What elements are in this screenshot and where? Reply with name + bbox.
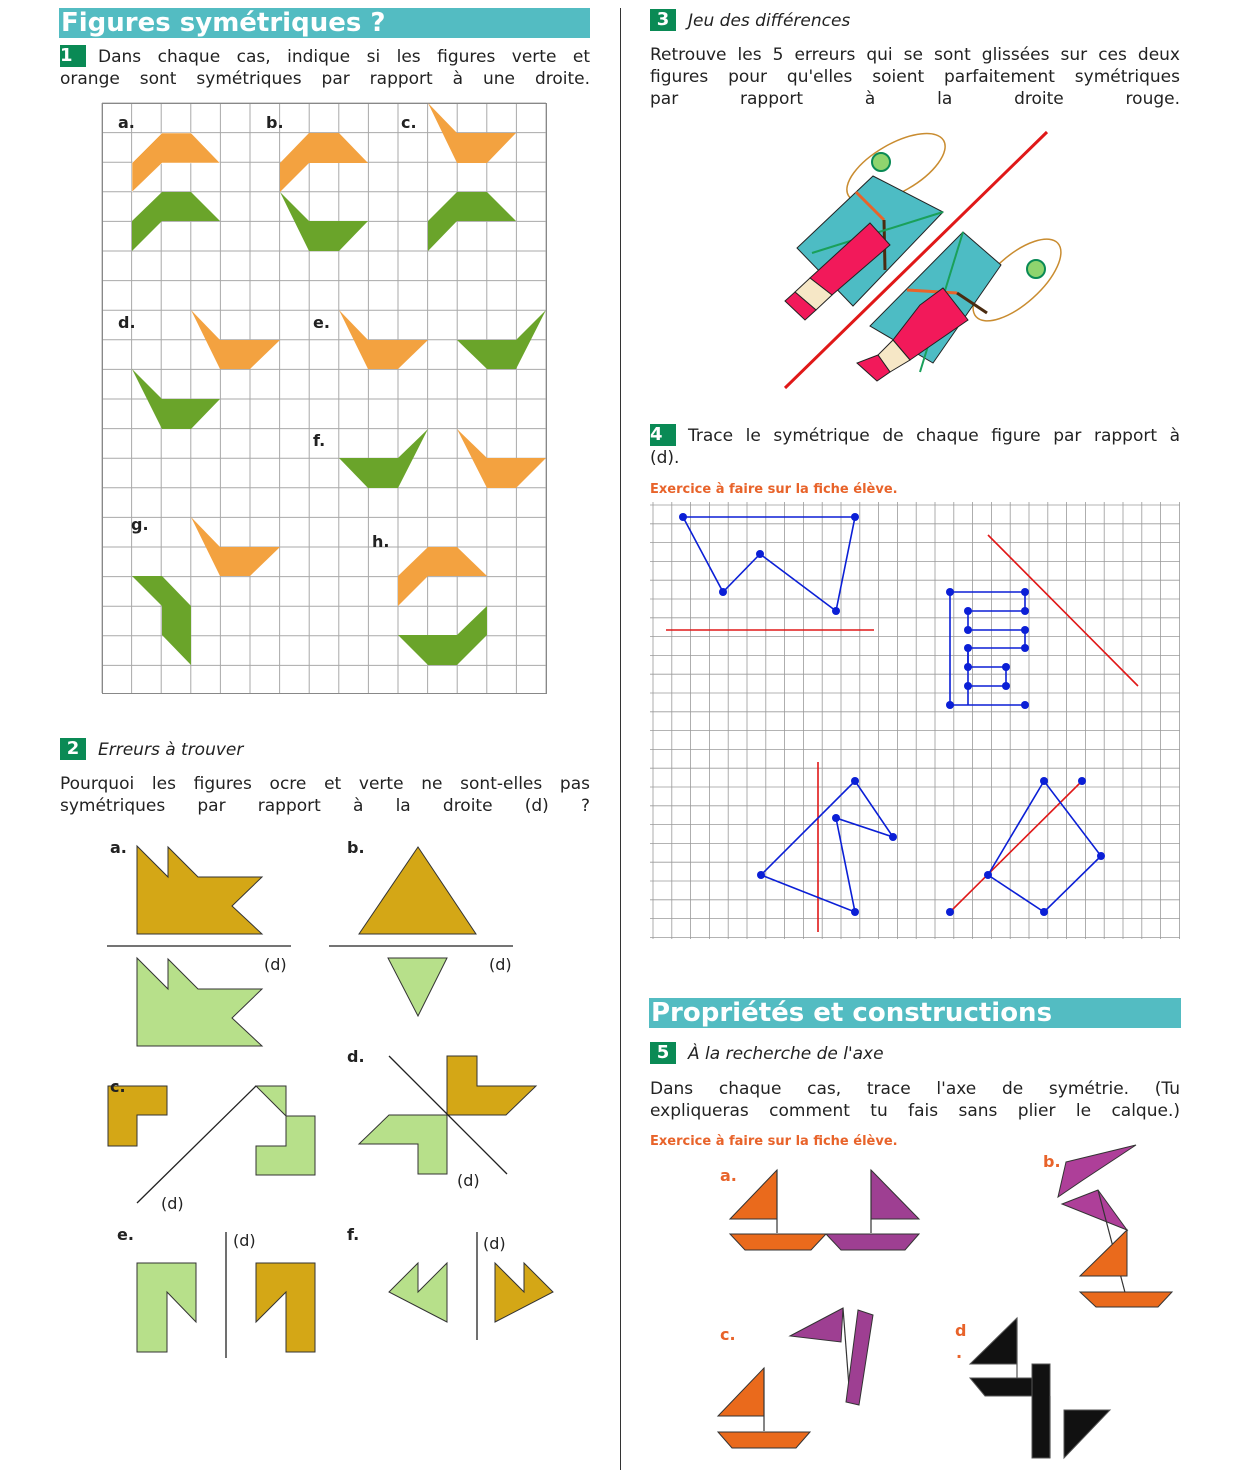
ex2-label-a: a. [110, 838, 127, 857]
ex2-axis-label-d: (d) [457, 1171, 480, 1190]
exercise-3-number: 3 [650, 9, 676, 31]
exercise-3-heading: 3 Jeu des différences [650, 9, 850, 32]
ex5-label-b: b. [1043, 1152, 1061, 1171]
exercise-5-figures [700, 1140, 1180, 1470]
ex5-label-d: d [955, 1321, 967, 1340]
figure-a-orange [132, 133, 220, 192]
ex2-label-b: b. [347, 838, 365, 857]
figure-b-orange [280, 133, 368, 192]
ex1-label-d: d. [118, 313, 136, 332]
exercise-5-instructions: Dans chaque cas, trace l'axe de symétrie. (Tu expliqueras comment tu fais sans plier le calque.) [650, 1079, 1180, 1121]
exercise-2-figures [0, 830, 620, 1370]
exercise-2-question: Pourquoi les figures ocre et verte ne sont-elles pas symétriques par rapport à la droite (d) ? [60, 774, 590, 816]
fig2e-green [137, 1263, 196, 1352]
exercise-3-instructions: Retrouve les 5 erreurs qui se sont glissées sur ces deux figures pour qu'elles soient parfaitement symétriques par rapport à la droite rouge. [650, 45, 1180, 109]
exercise-4-hint: Exercice à faire sur la fiche élève. [650, 482, 898, 497]
ex2-label-c: c. [110, 1077, 126, 1096]
ex5-label-a: a. [720, 1166, 737, 1185]
figure-h-green [398, 606, 487, 665]
exercise-5-hint: Exercice à faire sur la fiche élève. [650, 1134, 898, 1149]
exercise-2-heading: 2 Erreurs à trouver [60, 738, 243, 761]
exercise-4-instructions: 4 Trace le symétrique de chaque figure par rapport à (d). [650, 424, 1180, 468]
ex2-label-f: f. [347, 1225, 360, 1244]
exercise-1-instructions: 1 Dans chaque cas, indique si les figures verte et orange sont symétriques par rapport à une droite. [60, 45, 590, 89]
ex5-label-c: c. [720, 1325, 736, 1344]
fig2d-ocre [447, 1056, 536, 1115]
ex2-axis-label-b: (d) [489, 955, 512, 974]
ex2-label-e: e. [117, 1225, 134, 1244]
grid-lines [650, 502, 1180, 939]
fig2c-green [256, 1086, 315, 1175]
fig2f-ocre [495, 1263, 553, 1322]
exercise-1-grid-figure [102, 103, 548, 695]
section-title-figures: Figures symétriques ? [59, 8, 590, 38]
ex1-label-f: f. [313, 431, 326, 450]
column-divider [620, 8, 621, 1470]
ex1-label-h: h. [372, 532, 390, 551]
exercise-5-heading: 5 À la recherche de l'axe [650, 1042, 884, 1065]
ex2-axis-label-a: (d) [264, 955, 287, 974]
fig2f-green [389, 1263, 447, 1322]
ex2-axis-label-f: (d) [483, 1234, 506, 1253]
ex1-label-c: c. [401, 113, 417, 132]
ex5-label-d-dot: . [956, 1343, 963, 1362]
ex1-label-b: b. [266, 113, 284, 132]
fig2b-ocre [359, 847, 476, 934]
exercise-3-differences-figure [760, 120, 1080, 400]
ex1-label-g: g. [131, 515, 149, 534]
fig2d-green [359, 1115, 447, 1174]
ex2-axis-label-c: (d) [161, 1194, 184, 1213]
fig2e-ocre [256, 1263, 315, 1352]
fig2a-green [137, 958, 262, 1046]
exercise-4-grid-figure [650, 502, 1180, 942]
ex2-label-d: d. [347, 1047, 365, 1066]
section-title-proprietes: Propriétés et constructions [649, 998, 1181, 1028]
fig2a-ocre [137, 846, 262, 934]
exercise-2-number: 2 [60, 738, 86, 760]
ex1-label-a: a. [118, 113, 135, 132]
ex1-label-e: e. [313, 313, 330, 332]
exercise-4-number: 4 [650, 424, 676, 446]
exercise-1-number: 1 [60, 45, 86, 67]
ex2-axis-label-e: (d) [233, 1231, 256, 1250]
exercise-5-number: 5 [650, 1042, 676, 1064]
fig2b-green [388, 958, 447, 1016]
